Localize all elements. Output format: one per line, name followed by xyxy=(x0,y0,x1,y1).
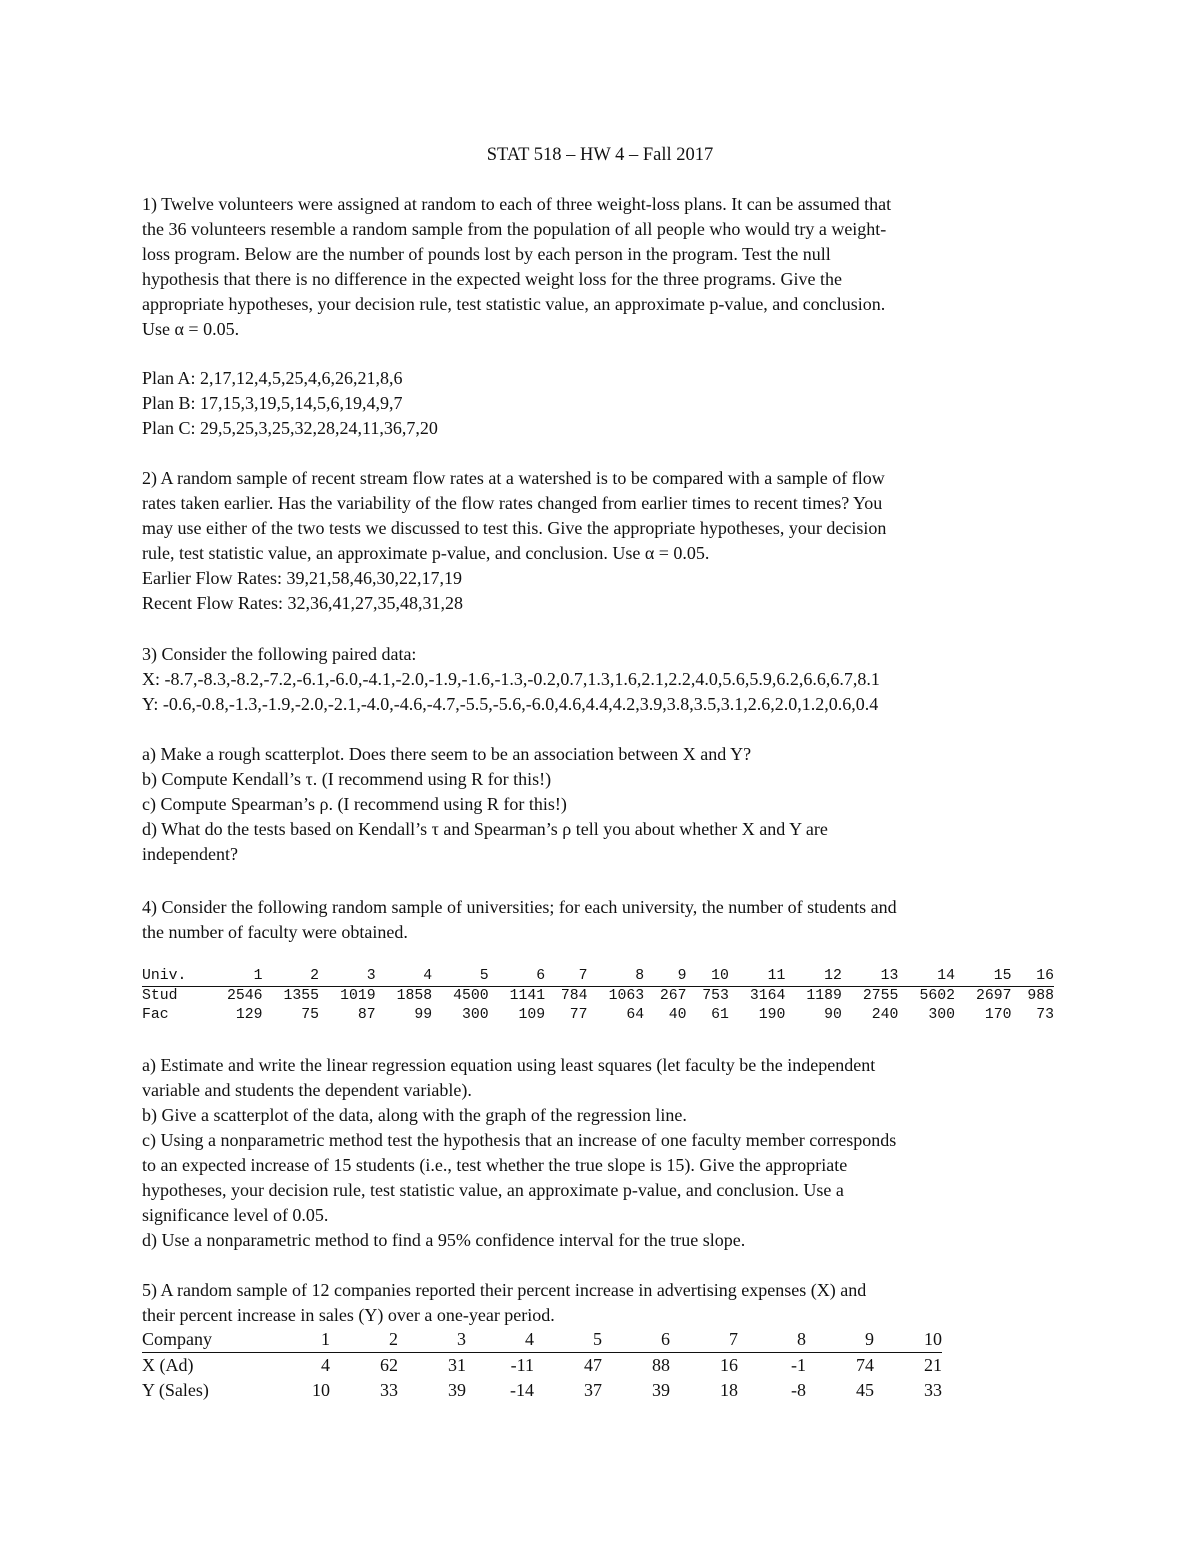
plan-a: Plan A: 2,17,12,4,5,25,4,6,26,21,8,6 xyxy=(142,368,403,388)
table-cell: 6 xyxy=(489,967,546,987)
table-cell: 4 xyxy=(376,967,433,987)
table-cell: 8 xyxy=(588,967,645,987)
table-cell: 13 xyxy=(842,967,899,987)
table-row xyxy=(142,1006,1054,1025)
table-cell: 87 xyxy=(357,1007,376,1023)
q1-line: Use α = 0.05. xyxy=(142,319,240,339)
weight-loss-plans xyxy=(142,366,1072,441)
table-cell: 15 xyxy=(955,967,1012,987)
table-cell: 753 xyxy=(702,988,729,1004)
table-cell: 7 xyxy=(670,1327,738,1353)
table-cell: 3 xyxy=(398,1327,466,1353)
table-cell: 7 xyxy=(545,967,587,987)
table-cell: Stud xyxy=(142,988,178,1004)
table-cell: 10 xyxy=(874,1327,942,1353)
q1-line: appropriate hypotheses, your decision rule, test statistic value, an approximate p-value, and conclusion. xyxy=(142,294,886,314)
q4-part-b: b) Give a scatterplot of the data, along with the graph of the regression line. xyxy=(142,1105,687,1125)
table-header-row xyxy=(142,1327,942,1353)
table-cell: 2546 xyxy=(227,988,263,1004)
table-cell: -8 xyxy=(791,1380,806,1400)
plan-c: Plan C: 29,5,25,3,25,32,28,24,11,36,7,20 xyxy=(142,418,438,438)
table-cell: 4 xyxy=(321,1355,330,1375)
q3-line: 3) Consider the following paired data: xyxy=(142,644,417,664)
q3-part-a: a) Make a rough scatterplot. Does there seem to be an association between X and Y? xyxy=(142,744,752,764)
table-cell: Univ. xyxy=(142,967,206,987)
table-cell: 2 xyxy=(263,967,320,987)
table-cell: 190 xyxy=(758,1007,786,1023)
table-cell: 9 xyxy=(644,967,686,987)
q4-part-a-cont: variable and students the dependent variable). xyxy=(142,1080,472,1100)
q5-line: 5) A random sample of 12 companies reported their percent increase in advertising expenses (X) and xyxy=(142,1280,867,1300)
table-row xyxy=(142,1378,942,1403)
q4-part-c-cont: hypotheses, your decision rule, test statistic value, an approximate p-value, and conclusion. Use a xyxy=(142,1180,844,1200)
table-cell: 300 xyxy=(462,1007,489,1023)
table-cell: 8 xyxy=(738,1327,806,1353)
q1-line: loss program. Below are the number of pounds lost by each person in the program. Test the null xyxy=(142,244,831,264)
table-cell: 1063 xyxy=(608,988,645,1004)
table-row xyxy=(142,1353,942,1379)
table-cell: 16 xyxy=(720,1355,738,1375)
table-cell: 109 xyxy=(518,1007,546,1023)
table-cell: 129 xyxy=(235,1007,263,1023)
table-cell: Y (Sales) xyxy=(142,1380,209,1400)
table-cell: 11 xyxy=(729,967,786,987)
advertising-table xyxy=(142,1327,942,1403)
table-cell: 2755 xyxy=(862,988,899,1004)
q4-part-a: a) Estimate and write the linear regression equation using least squares (let faculty be the independent xyxy=(142,1055,876,1075)
table-cell: 40 xyxy=(668,1007,687,1023)
table-cell: -1 xyxy=(791,1355,806,1375)
document-title: STAT 518 – HW 4 – Fall 2017 xyxy=(486,145,714,165)
table-cell: 4 xyxy=(466,1327,534,1353)
table-cell: 5602 xyxy=(919,988,955,1004)
table-row xyxy=(142,987,1054,1007)
table-cell: 39 xyxy=(652,1380,670,1400)
table-cell: 4500 xyxy=(453,988,489,1004)
q4-part-d: d) Use a nonparametric method to find a 95% confidence interval for the true slope. xyxy=(142,1230,746,1250)
table-cell: X (Ad) xyxy=(142,1355,194,1375)
table-cell: 31 xyxy=(448,1355,466,1375)
q4-line: 4) Consider the following random sample of universities; for each university, the number of students and xyxy=(142,897,897,917)
table-cell: 10 xyxy=(312,1380,330,1400)
q1-line: hypothesis that there is no difference in the expected weight loss for the three programs. Give the xyxy=(142,269,842,289)
question-5 xyxy=(142,1278,1072,1328)
q4-part-c-cont: to an expected increase of 15 students (i.e., test whether the true slope is 15). Give the appropriate xyxy=(142,1155,848,1175)
table-cell: 1189 xyxy=(806,988,842,1004)
q3-part-d: d) What do the tests based on Kendall’s τ and Spearman’s ρ tell you about whether X and Y are xyxy=(142,819,828,839)
question-1 xyxy=(142,192,1072,342)
table-cell: 267 xyxy=(659,988,687,1004)
table-cell: 10 xyxy=(686,967,728,987)
table-cell: 9 xyxy=(806,1327,874,1353)
university-table xyxy=(142,967,1054,1025)
table-cell: 61 xyxy=(711,1007,729,1023)
question-4-parts xyxy=(142,1053,1072,1253)
table-cell: 62 xyxy=(380,1355,398,1375)
q3-part-d-cont: independent? xyxy=(142,844,238,864)
table-cell: 3 xyxy=(319,967,376,987)
plan-b: Plan B: 17,15,3,19,5,14,5,6,19,4,9,7 xyxy=(142,393,403,413)
q5-line: their percent increase in sales (Y) over a one-year period. xyxy=(142,1305,555,1325)
table-cell: -11 xyxy=(510,1355,534,1375)
table-cell: 2 xyxy=(330,1327,398,1353)
earlier-flow-rates: Earlier Flow Rates: 39,21,58,46,30,22,17,19 xyxy=(142,568,462,588)
table-cell: 39 xyxy=(448,1380,466,1400)
question-2 xyxy=(142,466,1072,616)
q1-line: 1) Twelve volunteers were assigned at random to each of three weight-loss plans. It can be assumed that xyxy=(142,194,892,214)
table-cell: 88 xyxy=(652,1355,670,1375)
table-cell: 240 xyxy=(871,1007,899,1023)
table-cell: 1355 xyxy=(283,988,320,1004)
table-cell: 5 xyxy=(534,1327,602,1353)
table-cell: 90 xyxy=(824,1007,842,1023)
table-cell: Company xyxy=(142,1327,262,1353)
table-cell: 1858 xyxy=(396,988,433,1004)
table-cell: 988 xyxy=(1027,988,1054,1004)
table-cell: 1141 xyxy=(509,988,546,1004)
table-cell: 47 xyxy=(584,1355,602,1375)
table-cell: 1019 xyxy=(340,988,376,1004)
table-cell: 784 xyxy=(560,988,588,1004)
table-cell: 14 xyxy=(898,967,955,987)
q1-line: the 36 volunteers resemble a random sample from the population of all people who would try a weight- xyxy=(142,219,887,239)
table-cell: 16 xyxy=(1012,967,1055,987)
table-cell: 12 xyxy=(785,967,842,987)
table-cell: 1 xyxy=(262,1327,330,1353)
table-cell: 170 xyxy=(984,1007,1012,1023)
table-cell: 5 xyxy=(432,967,489,987)
table-cell: 77 xyxy=(569,1007,588,1023)
table-cell: 18 xyxy=(720,1380,738,1400)
table-cell: 45 xyxy=(856,1380,874,1400)
table-cell: 37 xyxy=(584,1380,602,1400)
table-cell: 73 xyxy=(1036,1007,1054,1023)
q2-line: rates taken earlier. Has the variability of the flow rates changed from earlier times to recent times? You xyxy=(142,493,883,513)
table-cell: 33 xyxy=(924,1380,942,1400)
table-cell: 64 xyxy=(626,1007,645,1023)
table-cell: 21 xyxy=(924,1355,942,1375)
table-cell: 2697 xyxy=(975,988,1012,1004)
table-cell: 3164 xyxy=(749,988,786,1004)
q2-line: may use either of the two tests we discussed to test this. Give the appropriate hypotheses, your decision xyxy=(142,518,887,538)
recent-flow-rates: Recent Flow Rates: 32,36,41,27,35,48,31,28 xyxy=(142,593,463,613)
table-header-row xyxy=(142,967,1054,987)
q2-line: 2) A random sample of recent stream flow rates at a watershed is to be compared with a sample of flow xyxy=(142,468,885,488)
table-cell: 6 xyxy=(602,1327,670,1353)
table-cell: 99 xyxy=(414,1007,433,1023)
question-4 xyxy=(142,895,1072,945)
q3-part-b: b) Compute Kendall’s τ. (I recommend using R for this!) xyxy=(142,769,552,789)
q4-part-c-cont: significance level of 0.05. xyxy=(142,1205,329,1225)
q4-line: the number of faculty were obtained. xyxy=(142,922,408,942)
question-3 xyxy=(142,642,1072,717)
table-cell: 75 xyxy=(301,1007,320,1023)
question-3-parts xyxy=(142,742,1072,867)
y-data: Y: -0.6,-0.8,-1.3,-1.9,-2.0,-2.1,-4.0,-4.6,-4.7,-5.5,-5.6,-6.0,4.6,4.4,4.2,3.9,3.8,3.5,3.1,2.6,2.0,1.2,0.6,0.4 xyxy=(142,694,879,714)
x-data: X: -8.7,-8.3,-8.2,-7.2,-6.1,-6.0,-4.1,-2.0,-1.9,-1.6,-1.3,-0.2,0.7,1.3,1.6,2.1,2.2,4.0,5.6,5.9,6.2,6.6,6.7,8.1 xyxy=(142,669,880,689)
q3-part-c: c) Compute Spearman’s ρ. (I recommend using R for this!) xyxy=(142,794,567,814)
table-cell: 1 xyxy=(206,967,263,987)
q4-part-c: c) Using a nonparametric method test the hypothesis that an increase of one faculty member corresponds xyxy=(142,1130,897,1150)
table-cell: 300 xyxy=(928,1007,955,1023)
table-cell: Fac xyxy=(142,1007,169,1023)
table-cell: 74 xyxy=(856,1355,874,1375)
table-cell: 33 xyxy=(380,1380,398,1400)
q2-line: rule, test statistic value, an approximate p-value, and conclusion. Use α = 0.05. xyxy=(142,543,710,563)
table-cell: -14 xyxy=(510,1380,534,1400)
